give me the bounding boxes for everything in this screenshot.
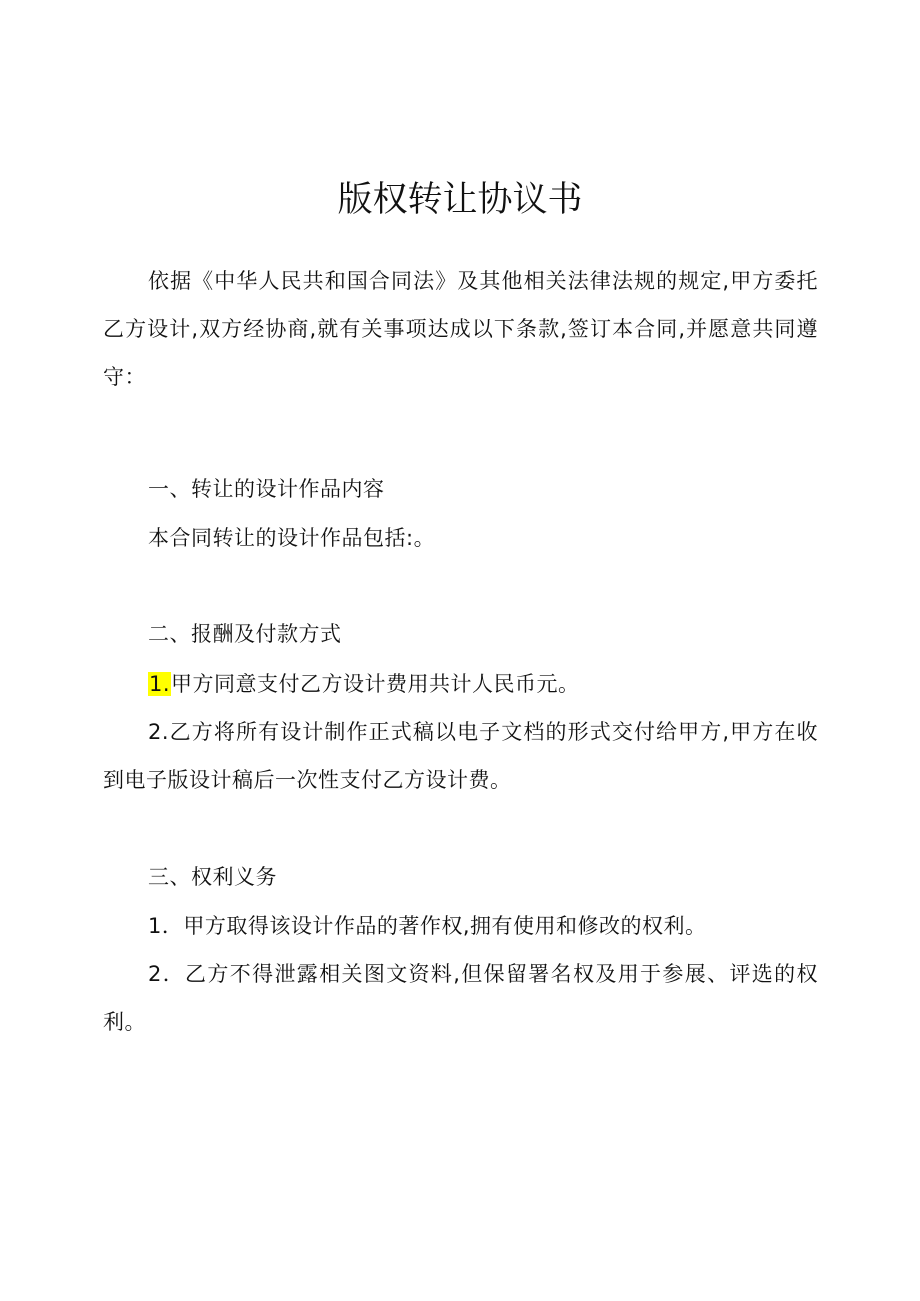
intro-paragraph: 依据《中华人民共和国合同法》及其他相关法律法规的规定,甲方委托乙方设计,双方经协商,就有关事项达成以下条款,签订本合同,并愿意共同遵守： <box>103 269 818 389</box>
section2-item2: 2.乙方将所有设计制作正式稿以电子文档的形式交付给甲方,甲方在收到电子版设计稿后一次性支付乙方设计费。 <box>103 720 818 792</box>
section3-item1: 1．甲方取得该设计作品的著作权,拥有使用和修改的权利。 <box>148 914 707 938</box>
section2-heading: 二、报酬及付款方式 <box>148 622 342 646</box>
section2-item1-text: 甲方同意支付乙方设计费用共计人民币元。 <box>171 672 580 696</box>
section2-item1 <box>148 660 580 708</box>
highlighted-item-number: 1. <box>149 672 171 696</box>
section1-text: 本合同转让的设计作品包括:。 <box>148 526 436 550</box>
section3-heading: 三、权利义务 <box>148 865 277 889</box>
document-title: 版权转让协议书 <box>337 180 583 220</box>
section1-heading: 一、转让的设计作品内容 <box>148 477 385 501</box>
section3-item2: 2．乙方不得泄露相关图文资料,但保留署名权及用于参展、评选的权利。 <box>103 962 818 1034</box>
